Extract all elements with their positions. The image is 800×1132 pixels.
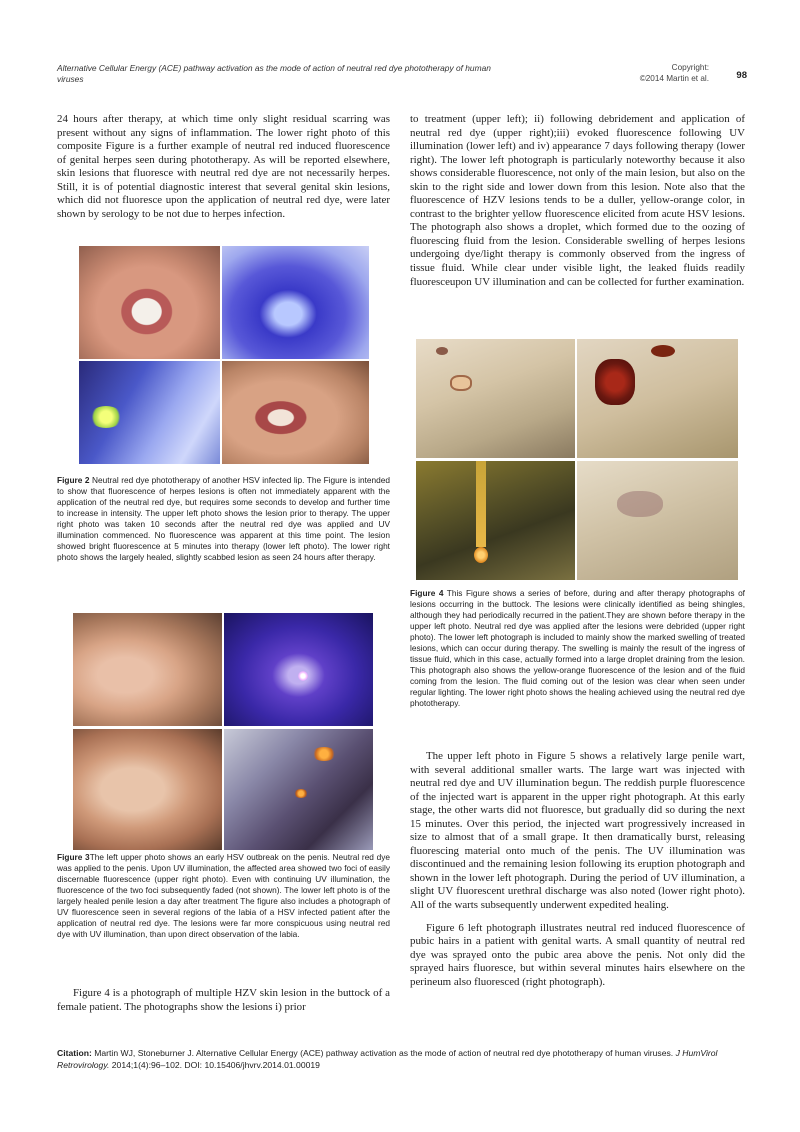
figure-3-label: Figure 3 xyxy=(57,852,90,862)
citation-text: Martin WJ, Stoneburner J. Alternative Cellular Energy (ACE) pathway activation as the mode of action of neutral red dye phototherapy of human viruses. xyxy=(91,1048,674,1058)
figure-4-caption xyxy=(410,588,745,710)
right-paragraph-2: The upper left photo in Figure 5 shows a relatively large penile wart, with several additional smaller warts. The large wart was injected with neutral red dye and UV illumination begun. The reddish purple fluorescence of the injected wart is apparent in the upper right photograph. At this early stage, the other warts did not fluoresce, but gradually did so during the next 15 minutes. Over this period, the injected wart progressively increased in size to almost that of a small grape. It then dramatically burst, releasing fluorescing material onto much of the penis. The UV illumination was discontinued and the remaining lesion following its eruption photograph and shown in the lower left photograph. During the period of UV illumination, a slight UV fluorescent urethral discharge was also noted (lower right photo). All of the warts subsequently underwent expedited healing. xyxy=(410,750,745,912)
figure-4-upper-right-photo xyxy=(577,339,738,458)
figure-4-caption-text: This Figure shows a series of before, during and after therapy photographs of lesions occurring in the buttock. The lesions were clinically identified as being shingles, although they had periodically recurred in the patient.They are shown before therapy in the upper left photo. Neutral red dye was applied after the lesions were debrided (upper right photo). The lower left photograph is included to mainly show the marked swelling of treated lesions, which can occur during therapy. The swelling is mainly the result of the ingress of tissue fluid, which in this case, actually formed into a large droplet draining from the lesion. This photograph also shows the yellow-orange fluorescence of the lesion and of the fluid coming from the lesion. The fluid coming out of the lesion was clear when seen under regular lighting. The lower right photo shows the healing achieved using the neutral red dye phototherapy. xyxy=(410,588,745,709)
copyright-text: ©2014 Martin et al. xyxy=(639,73,709,83)
citation-label: Citation: xyxy=(57,1048,92,1058)
figure-2-lower-left-photo xyxy=(79,361,220,464)
right-column-bottom xyxy=(410,750,745,989)
figure-2-caption xyxy=(57,475,390,563)
figure-3-caption-text: The left upper photo shows an early HSV outbreak on the penis. Neutral red dye was applied to the penis. Upon UV illumination, the affected area showed two foci of easily discernable fluorescence (upper right photo). Even with continuing UV illumination, the fluorescence of the two foci subsequently faded (not shown). The lower left photo is of the largely healed penile lesion a day after treatment The figure also includes a photograph of UV fluorescence seen in several regions of the labia of a HSV infected patient after the application of neutral red dye. The lesions were far more conspicuous using neutral red dye with UV illumination, than upon direct observation of the labia. xyxy=(57,852,391,940)
figure-2-upper-left-photo xyxy=(79,246,220,359)
figure-3-lower-right-photo xyxy=(224,729,373,850)
left-paragraph-1: 24 hours after therapy, at which time only slight residual scarring was present without any signs of inflammation. The lower right photo of this composite Figure is a further example of neutral red induced fluorescence of genital herpes seen during phototherapy. As will be reported elsewhere, skin lesions that fluoresce with neutral red dye are not necessarily herpes. Still, it is of potential diagnostic interest that several genital skin lesions, which did not fluoresce upon the application of neutral red dye, were later shown by serology to be not due to herpes infection. xyxy=(57,113,390,220)
citation-journal: J HumVirol Retrovirology. xyxy=(57,1048,718,1070)
figure-2-lower-right-photo xyxy=(222,361,369,464)
figure-4-lower-right-photo xyxy=(577,461,738,580)
right-column-top xyxy=(410,113,745,289)
figure-3-caption xyxy=(57,852,390,940)
running-title: Alternative Cellular Energy (ACE) pathway activation as the mode of action of neutral red dye phototherapy of human viruses xyxy=(57,63,491,84)
figure-4-lower-left-photo xyxy=(416,461,575,580)
figure-2-image xyxy=(79,246,369,464)
page-header xyxy=(57,63,747,93)
figure-2-upper-right-photo xyxy=(222,246,369,359)
figure-4-upper-left-photo xyxy=(416,339,575,458)
figure-4-image xyxy=(416,339,738,580)
left-paragraph-2: Figure 4 is a photograph of multiple HZV skin lesion in the buttock of a female patient. The photographs show the lesions i) prior xyxy=(57,987,390,1013)
figure-2-caption-text: Neutral red dye phototherapy of another HSV infected lip. The Figure is intended to show that fluorescence of herpes lesions is often not immediately apparent with the application of the neutral red dye, but requires some seconds to develop and further time to increase in intensity. The upper left photo shows the lesion prior to therapy. The upper right photo was taken 10 seconds after the neutral red dye was applied and UV illumination commenced. No fluorescence was apparent at this time point. The lesion showed bright fluorescence at 5 minutes into therapy (lower left photo). The lower right photo shows the largely healed, slightly scabbed lesion as seen 24 hours after therapy. xyxy=(57,475,390,563)
left-column-bottom xyxy=(57,987,390,1014)
right-paragraph-1: to treatment (upper left); ii) following debridement and application of neutral red dye (upper right);iii) evoked fluorescence following UV illumination (lower left) and iv) appearance 7 days following therapy (lower right). The lower left photograph is particularly noteworthy because it also shows considerable fluorescence, not only of the main lesion, but also on the skin to the right side and lower down from this lesion. Note also that the fluorescence of HZV lesions tends to be a duller, yellow-orange color, in contrast to the brighter yellow fluorescence elicited from acute HSV lesions. The photograph also shows a droplet, which formed due to the oozing of fluorescing fluid from the lesion. Considerable swelling of herpes lesions undergoing dye/light therapy is commonly observed from the ingress of tissue fluid. While clear under visible light, the leaked fluids readily fluoresceupon UV illumination and can be collected for further examination. xyxy=(410,113,745,288)
copyright-block xyxy=(589,63,709,84)
figure-3-upper-right-photo xyxy=(224,613,373,726)
figure-4-label: Figure 4 xyxy=(410,588,444,598)
figure-3-image xyxy=(73,613,373,850)
right-paragraph-3: Figure 6 left photograph illustrates neutral red induced fluorescence of pubic hairs in a patient with genital warts. A small quantity of neutral red dye was sprayed onto the pubic area above the penis. Not only did the sprayed hairs fluoresce, but within several minutes hairs elsewhere on the perineum also fluoresced (right photograph). xyxy=(410,921,745,988)
page-number: 98 xyxy=(736,70,747,81)
figure-3-lower-left-photo xyxy=(73,729,222,850)
copyright-label: Copyright: xyxy=(671,63,709,72)
citation-details: 2014;1(4):96‒102. DOI: 10.15406/jhvrv.2014.01.00019 xyxy=(109,1060,320,1070)
figure-2-label: Figure 2 xyxy=(57,475,90,485)
citation-footer xyxy=(57,1047,747,1071)
left-column-top xyxy=(57,113,390,221)
figure-3-upper-left-photo xyxy=(73,613,222,726)
